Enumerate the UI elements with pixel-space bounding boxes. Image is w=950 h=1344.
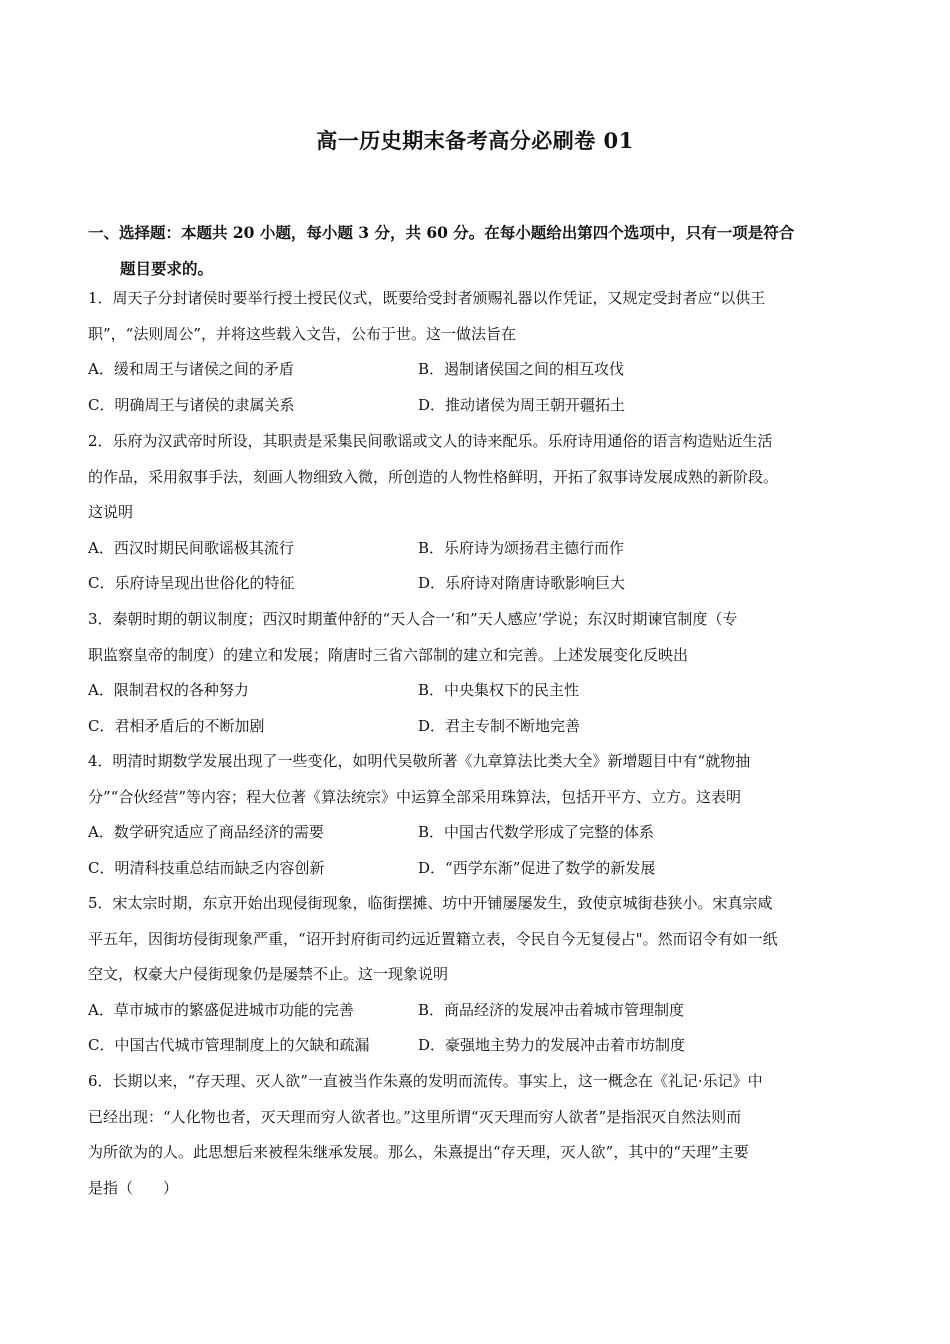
option-b[interactable]: B．乐府诗为颂扬君主德行而作 [418,538,625,557]
question-4 [88,744,863,886]
option-b[interactable]: B．中央集权下的民主性 [418,681,580,699]
page-title: 高一历史期末备考高分必刷卷 01 [316,128,634,153]
question-stem-line: 5．宋太宗时期，东京开始出现侵街现象，临街摆摊、坊中开铺屡屡发生，致使京城街巷狭小。宋真宗咸 [88,894,773,912]
option-row [88,1028,863,1064]
option-row [88,388,863,424]
question-stem-line: 3．秦朝时期的朝议制度；西汉时期董仲舒的“天人合一’和”天人感应’学说；东汉时期谏官制度（专 [88,610,738,628]
option-row [88,566,863,602]
option-c[interactable]: C．明清科技重总结而缺乏内容创新 [88,858,325,877]
option-d[interactable]: D．“西学东渐”促进了数学的新发展 [418,858,656,877]
question-3 [88,602,863,744]
question-stem-line: 2．乐府为汉武帝时所设，其职责是采集民间歌谣或文人的诗来配乐。乐府诗用通俗的语言构造贴近生活 [88,432,773,450]
question-6 [88,1064,863,1206]
section-heading-line-2: 题目要求的。 [120,259,214,278]
option-c[interactable]: C．君相矛盾后的不断加剧 [88,716,265,735]
option-row [88,709,863,745]
option-row [88,352,863,388]
option-a[interactable]: A．草市城市的繁盛促进城市功能的完善 [88,1000,354,1019]
question-stem-line: 平五年，因街坊侵街现象严重，“诏开封府街司约远近置籍立表，令民自今无复侵占"。然而诏令有如一纸 [88,929,778,948]
option-row [88,815,863,851]
question-2 [88,424,863,602]
option-a[interactable]: A．缓和周王与诸侯之间的矛盾 [88,360,294,378]
section-heading-line-1: 一、选择题：本题共 20 小题，每小题 3 分，共 60 分。在每小题给出第四个选项中，只有一项是符合 [88,223,795,242]
option-b[interactable]: B．遏制诸侯国之间的相互攻伐 [418,360,625,378]
question-stem-line: 4．明清时期数学发展出现了一些变化，如明代吴敬所著《九章算法比类大全》新增题目中有“就物抽 [88,752,751,770]
section-heading [88,215,868,287]
option-row [88,531,863,567]
question-stem-line: 6．长期以来，“存天理、灭人欲”一直被当作朱熹的发明而流传。事实上，这一概念在《礼记·乐记》中 [88,1072,763,1090]
option-d[interactable]: D．推动诸侯为周王朝开疆拓土 [418,395,626,414]
question-5 [88,886,863,1064]
question-stem-line: 为所欲为的人。此思想后来被程朱继承发展。那么，朱熹提出“存天理，灭人欲”，其中的“天理”主要 [88,1143,749,1161]
option-row [88,673,863,709]
option-b[interactable]: B．商品经济的发展冲击着城市管理制度 [418,1000,685,1019]
option-a[interactable]: A．数学研究适应了商品经济的需要 [88,823,324,841]
question-stem-line: 空文，权豪大户侵街现象仍是屡禁不止。这一现象说明 [88,965,449,983]
question-stem-line: 职监察皇帝的制度）的建立和发展；隋唐时三省六部制的建立和完善。上述发展变化反映出 [88,645,689,664]
option-d[interactable]: D．乐府诗对隋唐诗歌影响巨大 [418,574,626,592]
option-c[interactable]: C．乐府诗呈现出世俗化的特征 [88,574,295,592]
option-d[interactable]: D．君主专制不断地完善 [418,716,581,735]
question-stem-line: 的作品，采用叙事手法，刻画人物细致入微，所创造的人物性格鲜明，开拓了叙事诗发展成熟的新阶段。 [88,467,779,486]
option-c[interactable]: C．中国古代城市管理制度上的欠缺和疏漏 [88,1036,370,1054]
question-stem-line: 是指（ ） [88,1178,179,1197]
option-d[interactable]: D．豪强地主势力的发展冲击着市坊制度 [418,1036,686,1054]
question-stem-line: 分”“合伙经营”等内容；程大位著《算法统宗》中运算全部采用珠算法，包括开平方、立方。这表明 [88,787,742,806]
option-row [88,851,863,887]
question-stem-line: 1．周天子分封诸侯时要举行授土授民仪式，既要给受封者颁赐礼器以作凭证，又规定受封者应“以供王 [88,289,766,307]
option-b[interactable]: B．中国古代数学形成了完整的体系 [418,823,655,841]
option-a[interactable]: A．限制君权的各种努力 [88,681,249,699]
question-stem-line: 这说明 [88,503,134,521]
option-c[interactable]: C．明确周王与诸侯的隶属关系 [88,395,295,414]
question-stem-line: 已经出现：“人化物也者，灭天理而穷人欲者也。”这里所谓“灭天理而穷人欲者”是指泯灭自然法则而 [88,1107,742,1126]
question-stem-line: 职”，“法则周公”，并将这些载入文告，公布于世。这一做法旨在 [88,324,517,343]
option-a[interactable]: A．西汉时期民间歌谣极其流行 [88,538,294,557]
question-1 [88,281,863,423]
option-row [88,993,863,1029]
